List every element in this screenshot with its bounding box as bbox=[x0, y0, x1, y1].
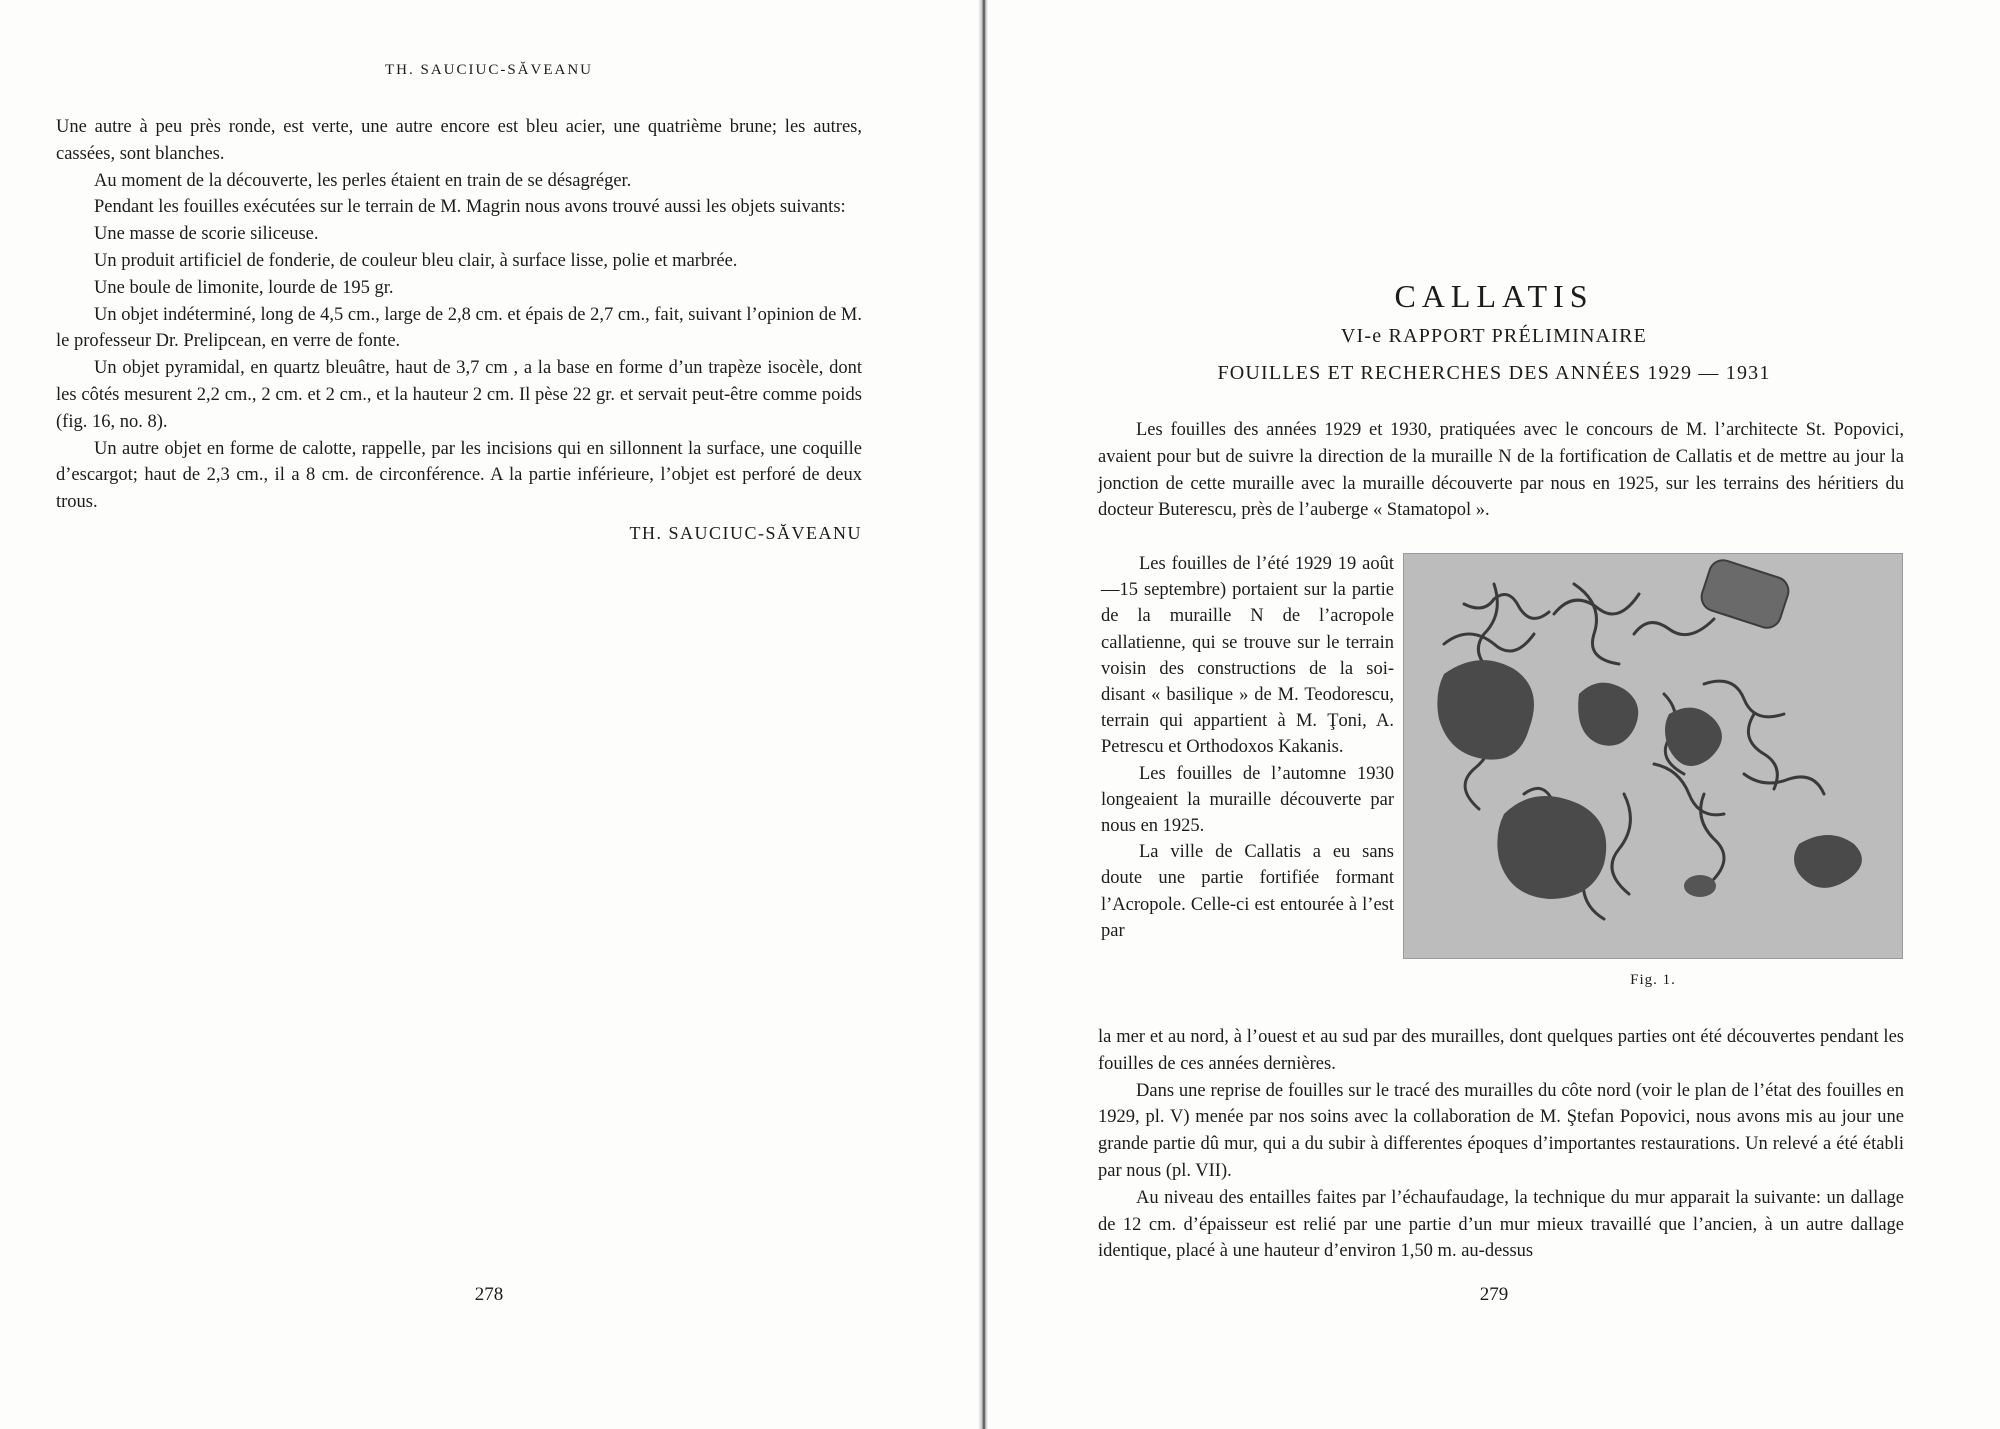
paragraph: Au niveau des entailles faites par l’échaufaudage, la technique du mur apparait la suivante: un dallage de 12 cm. d’épaisseur est relié par une partie d’un mur mieux travaillé que l’ancien, à un autre dallage identique, placé à une hauteur d’environ 1,50 m. au-dessus bbox=[1098, 1187, 1904, 1262]
article-title: CALLATIS bbox=[1394, 278, 1594, 314]
paragraph: Les fouilles de l’été 1929 19 août—15 septembre) portaient sur la partie de la muraille N de l’acropole callatienne, qui se trouve sur le terrain voisin des constructions de la soi-disant « basilique » de M. Teodorescu, terrain qui appartient à M. Ţoni, A. Petrescu et Orthodoxos Kakanis. bbox=[1101, 554, 1394, 758]
left-body-text bbox=[56, 114, 862, 547]
paragraph: Un produit artificiel de fonderie, de couleur bleu clair, à surface lisse, polie et marbrée. bbox=[94, 250, 738, 271]
paragraph: La ville de Callatis a eu sans doute une partie fortifiée formant l’Acropole. Celle-ci est entourée à l’est par bbox=[1101, 842, 1394, 941]
article-subtitle: VI-e RAPPORT PRÉLIMINAIRE bbox=[1340, 325, 1648, 347]
paragraph: Une masse de scorie siliceuse. bbox=[94, 224, 319, 245]
paragraph: Une autre à peu près ronde, est verte, une autre encore est bleu acier, une quatrième brune; les autres, cassées, sont blanches. bbox=[56, 117, 862, 164]
figure-photo-frame bbox=[1403, 553, 1903, 959]
continued-body-text bbox=[1098, 1024, 1904, 1265]
paragraph: la mer et au nord, à l’ouest et au sud par des murailles, dont quelques parties ont été découvertes pendant les fouilles de ces années dernières. bbox=[1098, 1027, 1904, 1074]
figure-caption: Fig. 1. bbox=[1630, 972, 1676, 988]
paragraph: Au moment de la découverte, les perles étaient en train de se désagréger. bbox=[94, 170, 632, 191]
intro-text bbox=[1098, 417, 1904, 524]
page-number: 278 bbox=[474, 1284, 504, 1305]
wrapped-text-column bbox=[1101, 551, 1394, 944]
page-number: 279 bbox=[1479, 1284, 1509, 1305]
archaeological-finds-photo bbox=[1403, 553, 1903, 959]
paragraph: Un objet pyramidal, en quartz bleuâtre, haut de 3,7 cm , a la base en forme d’un trapèze isocèle, dont les côtés mesurent 2,2 cm., 2 cm. et 2 cm., et la hauteur 2 cm. Il pèse 22 gr. et servait peut-être comme poids (fig. 16, no. 8). bbox=[56, 358, 862, 432]
left-page bbox=[0, 0, 978, 1429]
book-gutter bbox=[978, 0, 988, 1429]
paragraph: Les fouilles de l’automne 1930 longeaient la muraille découverte par nous en 1925. bbox=[1101, 763, 1394, 837]
right-page bbox=[988, 0, 2000, 1429]
paragraph: Une boule de limonite, lourde de 195 gr. bbox=[94, 277, 394, 298]
photo-illustration bbox=[1404, 554, 1903, 959]
author-signature: TH. SAUCIUC-SĂVEANU bbox=[629, 522, 862, 543]
article-subtitle-years: FOUILLES ET RECHERCHES DES ANNÉES 1929 — 1931 bbox=[1217, 362, 1771, 384]
paragraph: Un objet indéterminé, long de 4,5 cm., large de 2,8 cm. et épais de 2,7 cm., fait, suivant l’opinion de M. le professeur Dr. Prelipcean, en verre de fonte. bbox=[56, 304, 862, 352]
paragraph: Dans une reprise de fouilles sur le tracé des murailles du côte nord (voir le plan de l’état des fouilles en 1929, pl. V) menée par nos soins avec la collaboration de M. Ştefan Popovici, nous avons mis au jour une grande partie dû mur, qui a du subir à differentes époques d’importantes restaurations. Un relevé a été établi par nous (pl. VII). bbox=[1098, 1080, 1904, 1181]
paragraph: Les fouilles des années 1929 et 1930, pratiquées avec le concours de M. l’architecte St. Popovici, avaient pour but de suivre la direction de la muraille N de la fortification de Callatis et de mettre au jour la jonction de cette muraille avec la muraille découverte par nous en 1925, sur les terrains des héritiers du docteur Buterescu, près de l’auberge « Stamatopol ». bbox=[1098, 420, 1904, 521]
running-head: TH. SAUCIUC-SĂVEANU bbox=[384, 62, 593, 78]
paragraph: Pendant les fouilles exécutées sur le terrain de M. Magrin nous avons trouvé aussi les objets suivants: bbox=[94, 197, 846, 218]
paragraph: Un autre objet en forme de calotte, rappelle, par les incisions qui en sillonnent la surface, une coquille d’escargot; haut de 2,3 cm., il a 8 cm. de circonférence. A la partie inférieure, l’objet est perforé de deux trous. bbox=[56, 438, 862, 513]
